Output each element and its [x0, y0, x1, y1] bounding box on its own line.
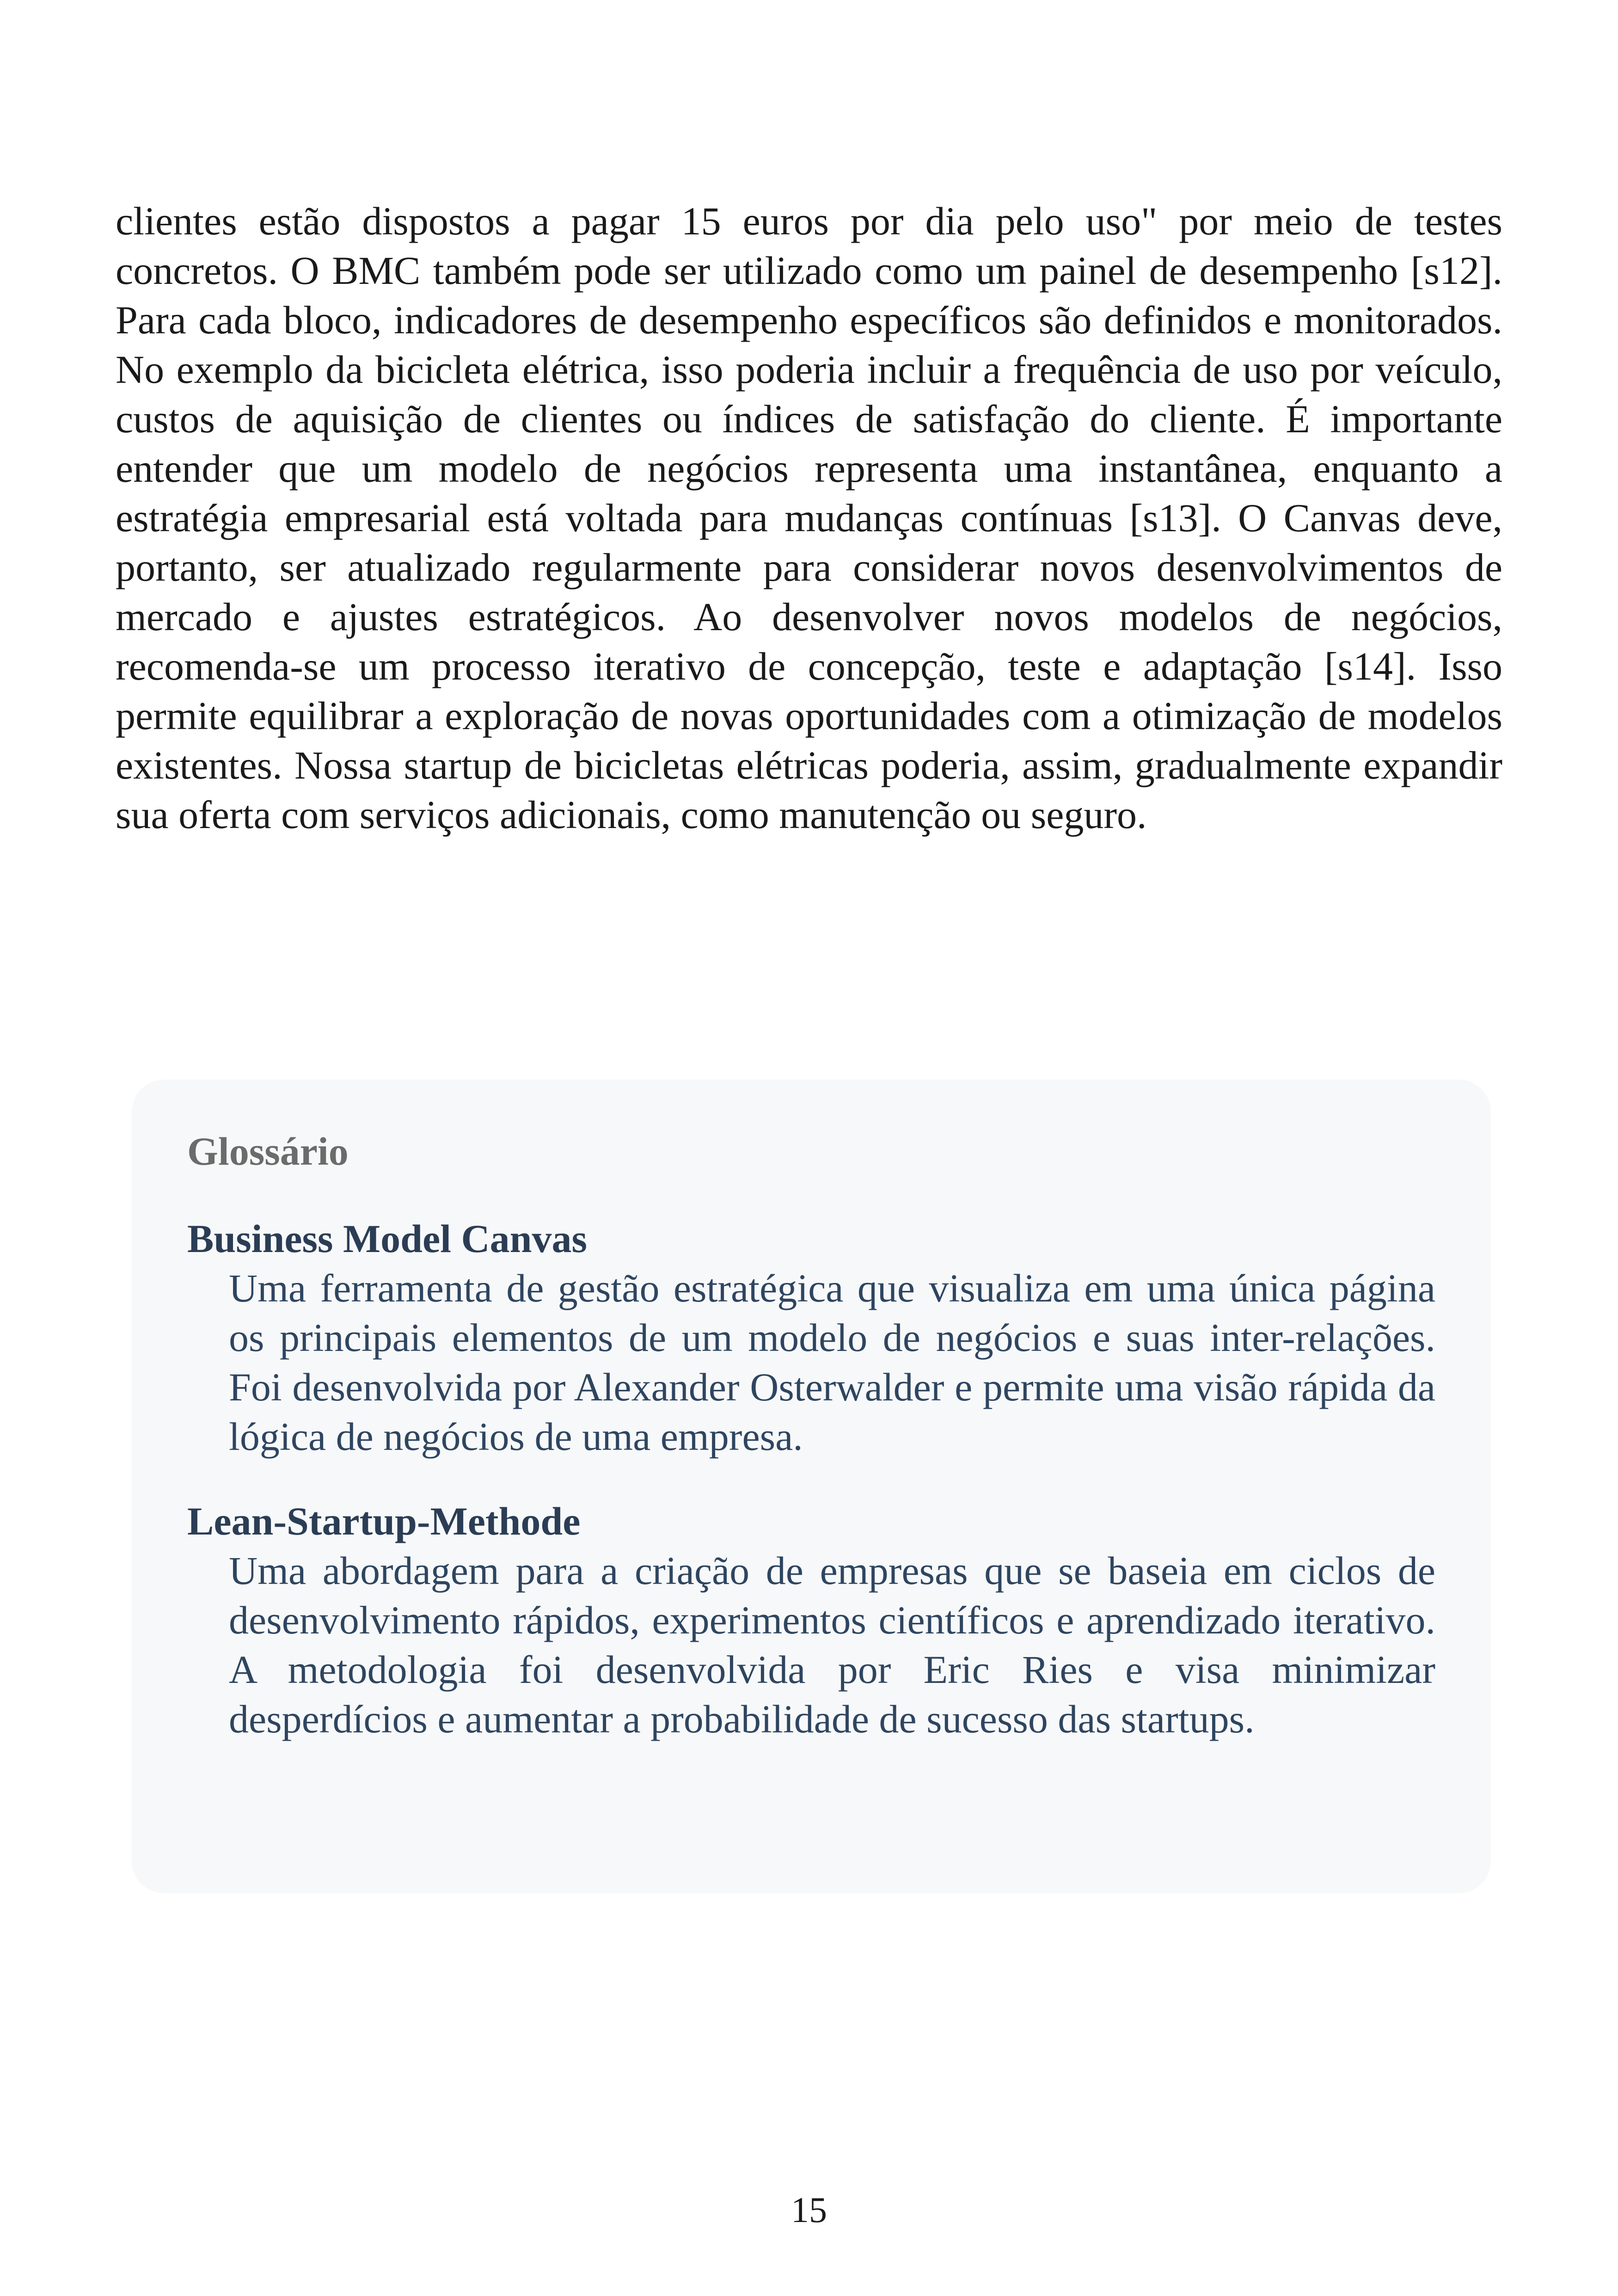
glossary-term: Business Model Canvas: [187, 1216, 587, 1261]
body-paragraph: clientes estão dispostos a pagar 15 euros por dia pelo uso" por meio de testes concretos. O BMC também pode ser utilizado como um painel de desempenho [s12]. Para cada bloco, indicadores de desempenho específicos são definidos e monitorados. No exemplo da bicicleta elétrica, isso poderia incluir a frequência de uso por veículo, custos de aquisição de clientes ou índices de satisfação do cliente. É importante entender que um modelo de negócios representa uma instantânea, enquanto a estratégia empresarial está voltada para mudanças contínuas [s13]. O Canvas deve, portanto, ser atualizado regularmente para considerar novos desenvolvimentos de mercado e ajustes estratégicos. Ao desenvolver novos modelos de negócios, recomenda-se um processo iterativo de concepção, teste e adaptação [s14]. Isso permite equilibrar a exploração de novas oportunidades com a otimização de modelos existentes. Nossa startup de bicicletas elétricas poderia, assim, gradualmente expandir sua oferta com serviços adicionais, como manutenção ou seguro.: [116, 199, 1502, 837]
glossary-entry-business-model-canvas: [187, 1214, 1435, 1461]
glossary-title: Glossário: [187, 1129, 349, 1173]
glossary-definition: Uma ferramenta de gestão estratégica que visualiza em uma única página os principais elementos de um modelo de negócios e suas inter-relações. Foi desenvolvida por Alexander Osterwalder e permite uma visão rápida da lógica de negócios de uma empresa.: [229, 1266, 1435, 1459]
glossary-entry-lean-startup-methode: [187, 1496, 1435, 1744]
glossary-definition: Uma abordagem para a criação de empresas que se baseia em ciclos de desenvolvimento rápidos, experimentos científicos e aprendizado iterativo. A metodologia foi desenvolvida por Eric Ries e visa minimizar desperdícios e aumentar a probabilidade de sucesso das startups.: [229, 1548, 1435, 1741]
page-number: 15: [791, 2190, 827, 2230]
glossary-box: [132, 1080, 1491, 1893]
glossary-term: Lean-Startup-Methode: [187, 1499, 581, 1543]
